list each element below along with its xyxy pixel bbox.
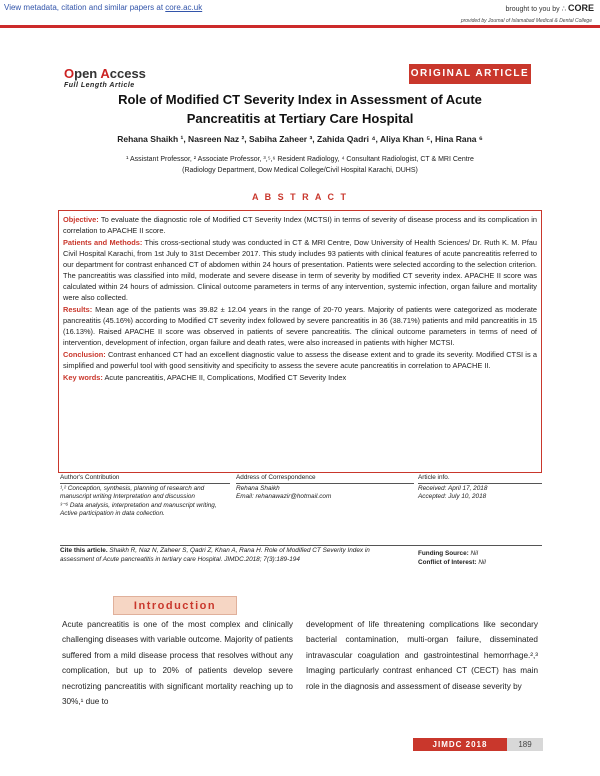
provided-by-text: provided by Journal of Islamabad Medical & Dental College [460,18,592,24]
original-article-badge: ORIGINAL ARTICLE [409,64,531,84]
author-contribution [60,474,230,519]
citation [60,547,400,564]
abstract-conclusion: Conclusion: Contrast enhanced CT had an excellent diagnostic value to assess the disease extent and to grade its severity. Modified CTSI is a simplified and powerful tool with good sensitivity and specificity to assess the severe acute pancreatitis in correlation to APACHE II. [63,350,537,370]
metadata-link-prefix[interactable]: View metadata, citation and similar papers at [4,3,166,12]
correspondence-name: Rehana Shaikh [236,484,280,492]
journal-footer-label: JIMDC 2018 [413,738,507,751]
accepted-date: Accepted: July 10, 2018 [418,493,487,501]
affiliation-line-2: (Radiology Department, Dow Medical College/Civil Hospital Karachi, DUHS) [182,167,418,174]
received-date: Received: April 17, 2018 [418,484,488,492]
article-info-heading: Article info. [418,474,542,484]
funding-source: Funding Source: Nil [418,550,479,557]
title-line-2: Pancreatitis at Tertiary Care Hospital [186,111,414,126]
contribution-1: ¹,² Conception, synthesis, planning of research and manuscript writing Interpretation and discussion [60,484,205,501]
abstract-body [63,214,537,384]
paper-title [60,90,540,128]
title-line-1: Role of Modified CT Severity Index in Assessment of Acute [118,92,482,107]
correspondence-email[interactable]: Email: rehanawazir@hotmail.com [236,493,332,501]
article-type-label: Full Length Article [64,82,135,89]
funding-conflict [418,549,486,567]
header-divider [0,25,600,28]
open-access-logo: Open Access [64,66,146,81]
abstract-methods: Patients and Methods: This cross-sectional study was conducted in CT & MRI Centre, Dow University of Health Sciences/ Dr. Ruth K. M. Pfau Civil Hospital Karachi, from 1st July to 31st December 2017. This study includes 93 patients with clinical features of acute pancreatitis referred to our department for contrast enhanced CT of abdomen within 24 hours of presentation. Patients were selected according to the selection criterion. The pancreatitis was classified into mild, moderate and severe disease in term of severity by modified CT severity index. APACHE II score was calculated within 24 hours of admission. Clinical outcome parameters in terms of any intervention, systemic infection, organ failure and mortality were also collected. [63,238,537,302]
abstract-heading: A B S T R A C T [252,192,348,202]
info-divider [60,545,542,546]
core-brand[interactable] [506,3,594,13]
core-site-link[interactable]: core.ac.uk [165,3,203,12]
article-info [418,474,542,502]
abstract-keywords: Key words: Acute pancreatitis, APACHE II, Complications, Modified CT Severity Index [63,373,347,382]
author-list: Rehana Shaikh ¹, Nasreen Naz ², Sabiha Zaheer ³, Zahida Qadri ⁴, Aliya Khan ⁵, Hina Rana ⁶ [117,134,483,144]
page-footer [413,738,543,751]
metadata-link[interactable] [4,3,202,12]
abstract-objective: Objective: To evaluate the diagnostic role of Modified CT Severity Index (MCTSI) in terms of severity of disease process and its complication in correlation to APACHE II score. [63,215,537,235]
correspondence-heading: Address of Correspondence [236,474,414,484]
intro-column-2: development of life threatening complications like secondary bacterial contamination, multi-organ failure, disseminated intravascular coagulation and gastrointestinal hemorrhage.²,³ Imaging particularly contrast enhanced CT (CECT) has main role in the diagnosis and assessment of disease severity by [306,620,538,691]
core-logo-icon: ∴ [561,6,567,13]
brought-by-label: brought to you by [505,6,560,13]
conflict-of-interest: Conflict of Interest: Nil [418,559,486,566]
contribution-heading: Author's Contribution [60,474,230,484]
affiliation-line-1: ¹ Assistant Professor, ² Associate Professor, ³,⁵,⁶ Resident Radiology, ⁴ Consultant Radiologist, CT & MRI Centre [126,156,474,163]
correspondence [236,474,414,502]
abstract-results: Results: Mean age of the patients was 39.82 ± 12.04 years in the range of 20-70 years. Majority of patients were categorized as moderate pancreatitis (45.16%) according to Modified CT severity index followed by severe pancreatitis in 36 (38.71%) patients and mild pancreatitis in 15 (16.13%). Raised APACHE II score was observed in patients of severe pancreatitis. The clinical outcome parameters in terms of need of intervention, development of infection, organ failure and death rates, were also increased in patients with higher MCTSI. [63,305,537,347]
citation-label: Cite this article. [60,547,108,554]
affiliations [60,154,540,176]
page-number: 189 [507,738,543,751]
citation-text: Shaikh R, Naz N, Zaheer S, Qadri Z, Khan A, Rana H. Role of Modified CT Severity Index in assessment of Acute pancreatitis in tertiary care Hospital. JIMDC.2018; 7(3):189-194 [60,547,370,563]
intro-column-1: Acute pancreatitis is one of the most complex and clinically challenging diseases with variable outcome. Majority of patients suffered from a mild disease process that resolves without any complication, but up to 20% of patients develop severe necrotizing pancreatitis with significant mortality reaching up to 30%,¹ due to [62,620,293,707]
core-logo-text: CORE [567,3,594,13]
introduction-heading: Introduction [113,596,237,615]
contribution-2: ³⁻⁶ Data analysis, interpretation and manuscript writing, Active participation in data collection. [60,501,217,518]
